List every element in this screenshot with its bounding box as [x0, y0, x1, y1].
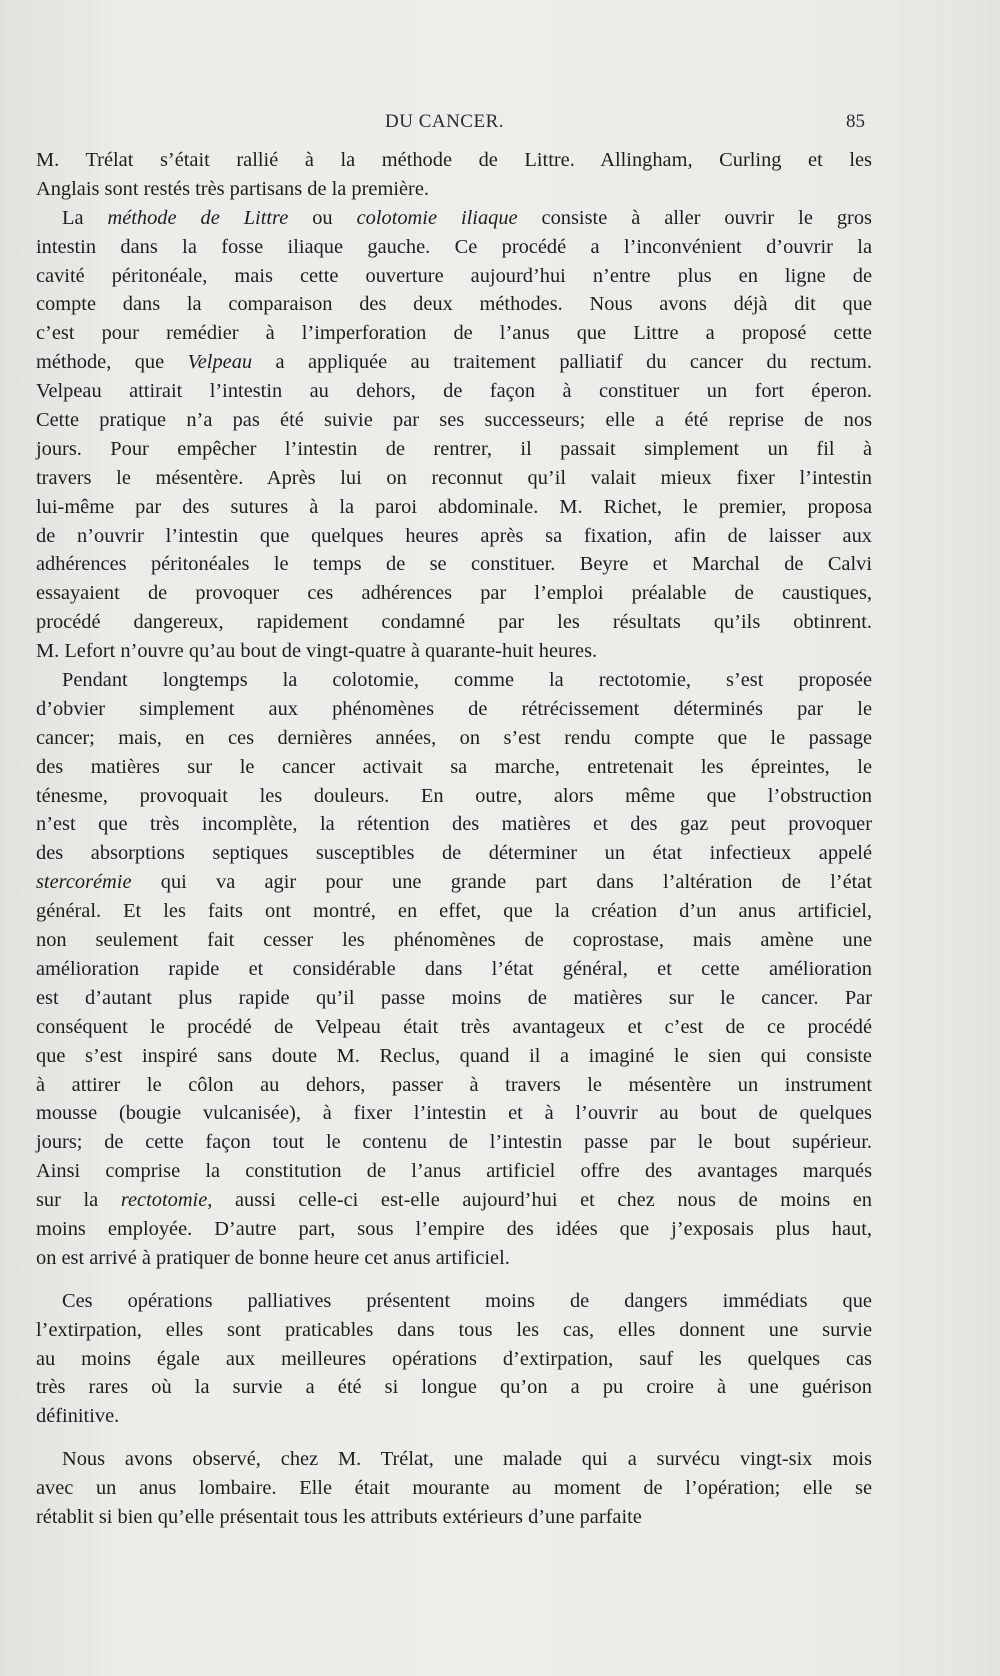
text-line: général. Et les faits ont montré, en effet, que la création d’un anus artificiel, [36, 900, 872, 923]
text-line: on est arrivé à pratiquer de bonne heure cet anus artificiel. [36, 1246, 510, 1269]
paragraph [36, 146, 872, 204]
paragraph-gap [36, 1273, 872, 1287]
text-line: Ces opérations palliatives présentent moins de dangers immédiats que [62, 1289, 872, 1312]
text-line: non seulement fait cesser les phénomènes de coprostase, mais amène une [36, 929, 872, 952]
text-line: Velpeau attirait l’intestin au dehors, de façon à constituer un fort éperon. [36, 380, 872, 403]
text-line: jours. Pour empêcher l’intestin de rentrer, il passait simplement un fil à [36, 437, 872, 460]
italic-term: colotomie iliaque [356, 206, 518, 229]
text-line: que s’est inspiré sans doute M. Reclus, quand il a imaginé le sien qui consiste [36, 1044, 872, 1067]
italic-term: méthode de Littre [107, 206, 289, 229]
text-line: conséquent le procédé de Velpeau était très avantageux et c’est de ce procédé [36, 1015, 872, 1038]
italic-term: stercorémie [36, 871, 132, 894]
text-line: amélioration rapide et considérable dans l’état général, et cette amélioration [36, 957, 872, 980]
text-line: La méthode de Littre ou colotomie iliaque consiste à aller ouvrir le gros [62, 206, 872, 229]
text-line: c’est pour remédier à l’imperforation de l’anus que Littre a proposé cette [36, 322, 872, 345]
text-line: des matières sur le cancer activait sa marche, entretenait les épreintes, le [36, 755, 872, 778]
text-line: des absorptions septiques susceptibles de déterminer un état infectieux appelé [36, 842, 872, 865]
text-line: très rares où la survie a été si longue qu’on a pu croire à une guérison [36, 1376, 872, 1399]
paragraph [36, 1287, 872, 1431]
text-line: sur la rectotomie, aussi celle-ci est-elle aujourd’hui et chez nous de moins en [36, 1189, 872, 1212]
text-line: intestin dans la fosse iliaque gauche. Ce procédé a l’inconvénient d’ouvrir la [36, 235, 872, 258]
text-line: essayaient de provoquer ces adhérences par l’emploi préalable de caustiques, [36, 582, 872, 605]
text-line: procédé dangereux, rapidement condamné par les résultats qu’ils obtinrent. [36, 611, 872, 634]
text-line: Anglais sont restés très partisans de la première. [36, 177, 429, 200]
page-number: 85 [846, 111, 865, 132]
running-title: DU CANCER. [385, 111, 505, 132]
text-line: compte dans la comparaison des deux méthodes. Nous avons déjà dit que [36, 293, 872, 316]
text-line: est d’autant plus rapide qu’il passe moins de matières sur le cancer. Par [36, 986, 872, 1009]
text-line: à attirer le côlon au dehors, passer à travers le mésentère un instrument [36, 1073, 872, 1096]
italic-term: Velpeau [187, 351, 253, 374]
text-line: rétablit si bien qu’elle présentait tous les attributs extérieurs d’une parfaite [36, 1505, 642, 1528]
text-line: d’obvier simplement aux phénomènes de rétrécissement déterminés par le [36, 697, 872, 720]
text-line: ténesme, provoquait les douleurs. En outre, alors même que l’obstruction [36, 784, 872, 807]
paragraph-gap [36, 1431, 872, 1445]
text-line: au moins égale aux meilleures opérations d’extirpation, sauf les quelques cas [36, 1347, 872, 1370]
italic-term: rectotomie [120, 1189, 208, 1212]
text-line: l’extirpation, elles sont praticables dans tous les cas, elles donnent une survie [36, 1318, 872, 1341]
body-text [36, 146, 872, 1532]
text-line: M. Trélat s’était rallié à la méthode de Littre. Allingham, Curling et les [36, 149, 872, 171]
text-line: M. Lefort n’ouvre qu’au bout de vingt-quatre à quarante-huit heures. [36, 640, 598, 663]
text-line: jours; de cette façon tout le contenu de l’intestin passe par le bout supérieur. [36, 1131, 872, 1154]
text-line: moins employée. D’autre part, sous l’empire des idées que j’exposais plus haut, [36, 1217, 872, 1240]
text-line: Cette pratique n’a pas été suivie par ses successeurs; elle a été reprise de nos [36, 409, 872, 432]
text-line: mousse (bougie vulcanisée), à fixer l’intestin et à l’ouvrir au bout de quelques [36, 1102, 872, 1125]
running-head [0, 108, 1000, 138]
text-line: travers le mésentère. Après lui on reconnut qu’il valait mieux fixer l’intestin [36, 466, 872, 489]
text-line: lui-même par des sutures à la paroi abdominale. M. Richet, le premier, proposa [36, 495, 872, 518]
text-line: de n’ouvrir l’intestin que quelques heures après sa fixation, afin de laisser aux [36, 524, 872, 547]
text-line: Nous avons observé, chez M. Trélat, une malade qui a survécu vingt-six mois [62, 1448, 872, 1471]
text-line: cavité péritonéale, mais cette ouverture aujourd’hui n’entre plus en ligne de [36, 264, 872, 287]
paragraph [36, 204, 872, 666]
text-line: Pendant longtemps la colotomie, comme la rectotomie, s’est proposée [62, 669, 872, 692]
text-line: Ainsi comprise la constitution de l’anus artificiel offre des avantages marqués [36, 1160, 872, 1183]
text-line: n’est que très incomplète, la rétention des matières et des gaz peut provoquer [36, 813, 872, 836]
paragraph [36, 1445, 872, 1532]
text-line: définitive. [36, 1405, 120, 1428]
paragraph [36, 666, 872, 1273]
text-line: méthode, que Velpeau a appliquée au traitement palliatif du cancer du rectum. [36, 351, 873, 374]
text-line: avec un anus lombaire. Elle était mourante au moment de l’opération; elle se [36, 1477, 872, 1500]
text-line: cancer; mais, en ces dernières années, on s’est rendu compte que le passage [36, 726, 872, 749]
text-line: adhérences péritonéales le temps de se constituer. Beyre et Marchal de Calvi [36, 553, 872, 576]
text-line: stercorémie qui va agir pour une grande part dans l’altération de l’état [36, 871, 872, 894]
